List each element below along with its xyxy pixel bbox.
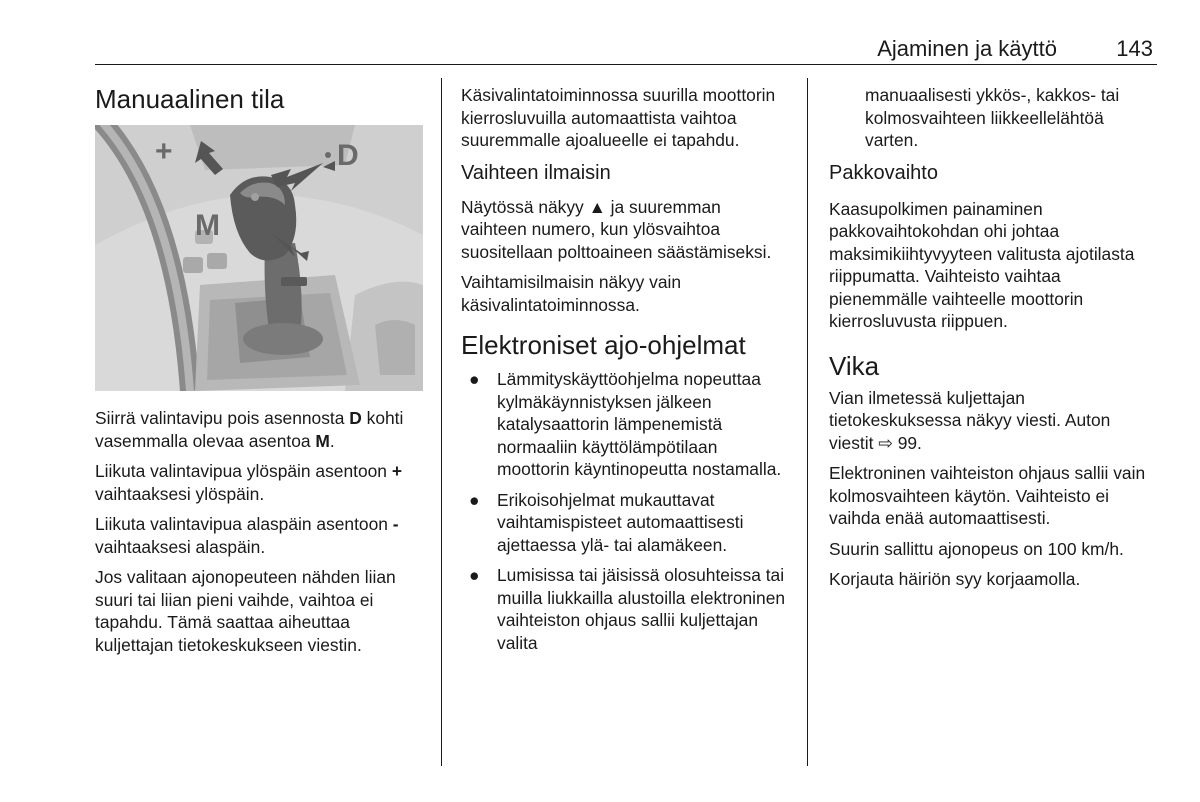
label-minus bbox=[281, 277, 307, 286]
list-item-continuation: manuaalisesti ykkös-, kakkos- tai kolmosvaihteen liikkeellelähtöä varten. bbox=[865, 85, 1120, 150]
page-number: 143 bbox=[1116, 36, 1153, 61]
running-header-title: Ajaminen ja käyttö bbox=[877, 36, 1057, 61]
column-right bbox=[829, 84, 1159, 599]
paragraph: Korjauta häiriön syy korjaamolla. bbox=[829, 569, 1081, 589]
paragraph: Käsivalintatoiminnossa suurilla moottorin kierrosluvuilla automaattista vaihtoa suuremmalle ajoalueelle ei tapahdu. bbox=[461, 85, 776, 150]
paragraph: Kaasupolkimen painaminen pakkovaihtokohdan ohi johtaa maksimikiihtyvyyteen valitusta ajotilasta riippumatta. Vaihteisto vaihtaa pienemmälle vaihteelle moottorin kierrosluvusta riippuen. bbox=[829, 198, 1135, 331]
page-header bbox=[95, 30, 1157, 65]
page-reference-icon: ⇨ bbox=[878, 432, 893, 453]
page-reference[interactable]: 99. bbox=[892, 432, 922, 453]
paragraph: Elektroninen vaihteiston ohjaus sallii vain kolmosvaihteen käytön. Vaihteisto ei vaihda enää automaattisesti. bbox=[829, 463, 1146, 528]
paragraph: Suurin sallittu ajonopeus on 100 km/h. bbox=[829, 538, 1124, 559]
list-item: ● Lumisissa tai jäisissä olosuhteissa tai muilla liukkailla alustoilla elektroninen vaihteiston ohjaus sallii kuljettajan valita bbox=[469, 565, 786, 653]
column-middle bbox=[461, 84, 791, 662]
column-divider bbox=[441, 78, 442, 766]
column-left-text bbox=[95, 407, 425, 664]
paragraph: Näytössä näkyy ▲ ja suuremman vaihteen numero, kun ylösvaihtoa suositellaan polttoaineen säästämiseksi. bbox=[461, 196, 772, 262]
list-item: ● Lämmityskäyttöohjelma nopeuttaa kylmäkäynnistyksen jälkeen katalysaattorin lämpenemistä normaaliin käyttölämpötilaan moottorin käyntinopeutta nostamalla. bbox=[469, 369, 782, 479]
column-divider bbox=[807, 78, 808, 766]
section-heading-manual-mode: Manuaalinen tila bbox=[95, 84, 285, 114]
section-heading-fault: Vika bbox=[829, 350, 880, 381]
bullet-icon: ● bbox=[469, 369, 480, 389]
gear-selector-illustration bbox=[95, 125, 423, 391]
paragraph: Liikuta valintavipua ylöspäin asentoon + vaihtaaksesi ylöspäin. bbox=[95, 461, 402, 504]
label-m: M bbox=[195, 209, 220, 242]
column-left bbox=[95, 84, 425, 114]
bullet-icon: ● bbox=[469, 565, 480, 585]
paragraph: Siirrä valintavipu pois asennosta D kohti vasemmalla olevaa asentoa M. bbox=[95, 408, 404, 451]
paragraph: Vaihtamisilmaisin näkyy vain käsivalintatoiminnossa. bbox=[461, 272, 682, 315]
label-d: D bbox=[337, 139, 359, 172]
label-plus: + bbox=[155, 135, 173, 168]
paragraph: Jos valitaan ajonopeuteen nähden liian suuri tai liian pieni vaihde, vaihtoa ei tapahdu. Tämä saattaa aiheuttaa kuljettajan tietokeskukseen viestin. bbox=[95, 567, 396, 655]
sub-heading-gear-indicator: Vaihteen ilmaisin bbox=[461, 161, 611, 184]
list-item: ● Erikoisohjelmat mukauttavat vaihtamispisteet automaattisesti ajettaessa ylä- tai alamäkeen. bbox=[469, 489, 744, 555]
gear-selector-drawing bbox=[95, 125, 423, 391]
sub-heading-kickdown: Pakkovaihto bbox=[829, 161, 938, 184]
bullet-icon: ● bbox=[469, 489, 480, 510]
paragraph: Vian ilmetessä kuljettajan tietokeskuksessa näkyy viesti. Auton viestit ⇨ 99. bbox=[829, 387, 1111, 453]
program-list bbox=[461, 368, 791, 654]
paragraph: Liikuta valintavipua alaspäin asentoon - vaihtaaksesi alaspäin. bbox=[95, 514, 399, 557]
section-heading-electronic-programs: Elektroniset ajo-ohjelmat bbox=[461, 330, 746, 360]
